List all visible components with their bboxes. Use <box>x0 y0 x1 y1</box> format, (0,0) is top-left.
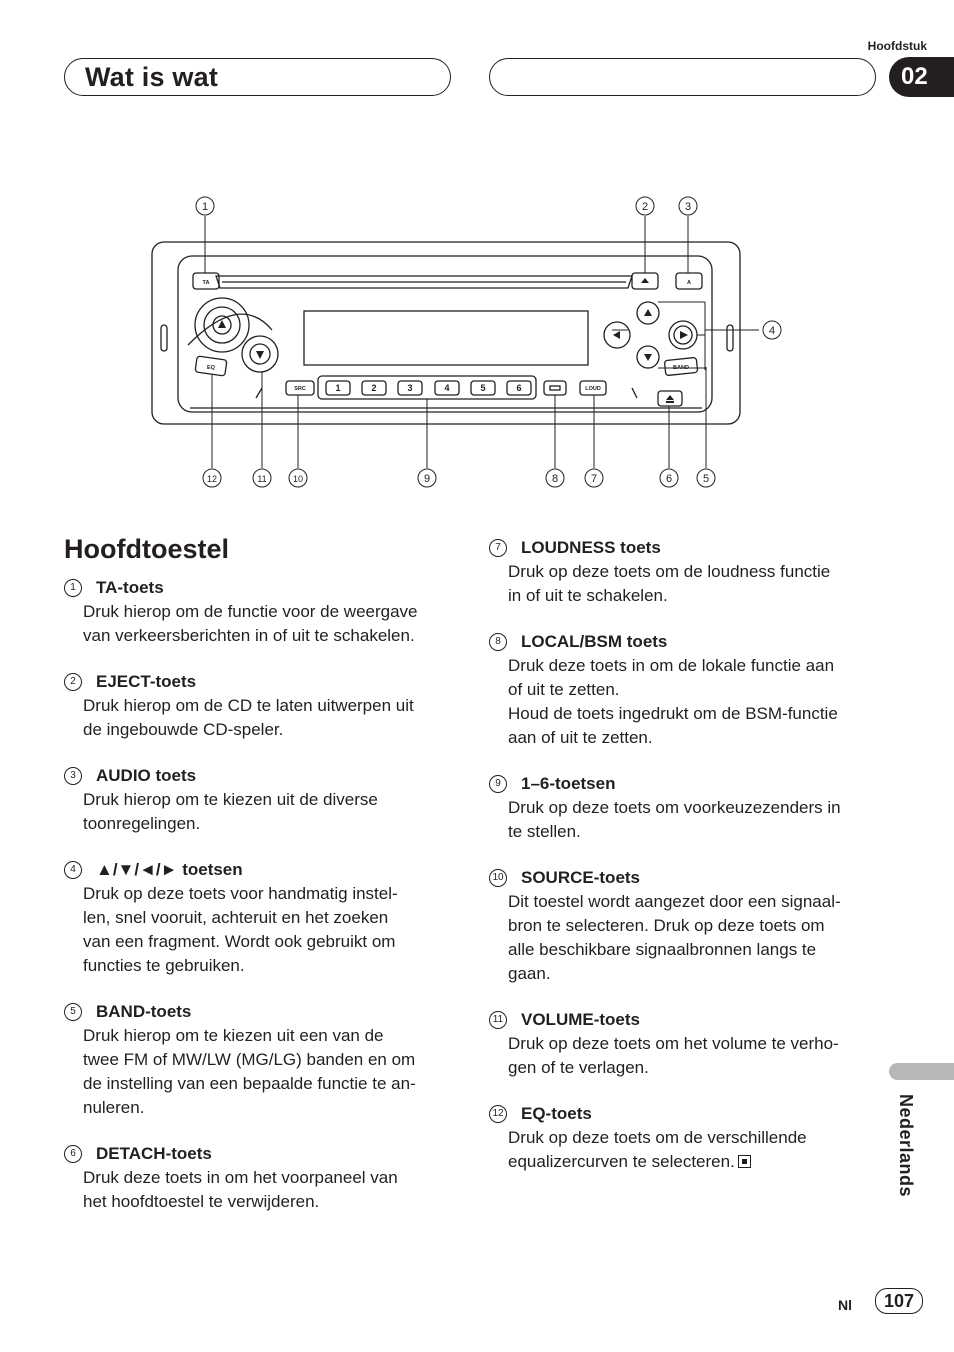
audio-label: A <box>687 280 691 286</box>
callout-12 <box>203 469 221 487</box>
item-description: Druk op deze toets om voorkeuzezenders in te stellen. <box>508 798 841 841</box>
item-title: 1–6-toetsen <box>521 774 616 793</box>
svg-text:5: 5 <box>702 473 710 485</box>
item-number: 2 <box>64 673 82 691</box>
preset-1-label: 1 <box>335 383 341 393</box>
head-unit-diagram <box>0 180 954 500</box>
svg-text:8: 8 <box>551 473 559 485</box>
item-title: VOLUME-toets <box>521 1010 640 1029</box>
items-right-column <box>489 536 881 1196</box>
item-number: 9 <box>489 775 507 793</box>
callout-5 <box>697 469 715 487</box>
item-local-bsm <box>489 630 881 750</box>
page-number: 107 <box>875 1288 923 1314</box>
page-heading: Hoofdtoestel <box>64 534 229 564</box>
item-description: Druk op deze toets om de loudness functie in of uit te schakelen. <box>508 562 831 605</box>
item-audio <box>64 764 459 836</box>
section-title: Wat is wat <box>85 62 219 92</box>
display-window <box>304 311 588 365</box>
item-description: Druk hierop om de CD te laten uitwerpen uit de ingebouwde CD-speler. <box>83 696 414 739</box>
callout-1 <box>196 197 214 215</box>
svg-text:3: 3 <box>684 201 692 213</box>
chapter-label: Hoofdstuk <box>867 39 927 53</box>
preset-6-label: 6 <box>516 383 522 393</box>
item-eq <box>489 1102 881 1174</box>
item-loudness <box>489 536 881 608</box>
item-ta <box>64 576 459 648</box>
ta-label: TA <box>202 280 210 286</box>
callout-2 <box>636 197 654 215</box>
down-arrow-icon <box>256 351 264 359</box>
callout-10 <box>289 469 307 487</box>
item-number: 5 <box>64 1003 82 1021</box>
item-number: 7 <box>489 539 507 557</box>
loud-label: LOUD <box>585 386 601 392</box>
item-title: SOURCE-toets <box>521 868 641 887</box>
callout-7 <box>585 469 603 487</box>
local-bsm-button <box>544 381 566 395</box>
svg-text:1: 1 <box>201 201 209 213</box>
end-of-section-icon <box>738 1155 751 1168</box>
item-band <box>64 1000 459 1120</box>
footer-language-code: Nl <box>838 1297 852 1313</box>
language-label: Nederlands <box>896 1094 916 1198</box>
item-number: 1 <box>64 579 82 597</box>
up-arrow-icon <box>218 320 226 328</box>
item-title: EQ-toets <box>521 1104 592 1123</box>
item-description: Druk op deze toets voor handmatig instel- len, snel vooruit, achteruit en het zoeken van een fragment. Wordt ook gebruikt om functies te gebruiken. <box>83 884 398 975</box>
callout-3 <box>679 197 697 215</box>
svg-text:11: 11 <box>257 474 267 484</box>
item-title: ▲/▼/◄/► toetsen <box>96 860 243 879</box>
item-description: Druk hierop om te kiezen uit de diverse toonregelingen. <box>83 790 378 833</box>
item-description-text: Druk op deze toets om de verschillende equalizercurven te selecteren. <box>508 1128 807 1171</box>
callout-6 <box>660 469 678 487</box>
item-description: Druk hierop om te kiezen uit een van de twee FM of MW/LW (MG/LG) banden en om de instelling van een bepaalde functie te an- nuleren. <box>83 1026 416 1117</box>
preset-group-frame <box>318 376 536 399</box>
item-number: 6 <box>64 1145 82 1163</box>
item-number: 12 <box>489 1105 507 1123</box>
item-number: 3 <box>64 767 82 785</box>
item-detach <box>64 1142 459 1214</box>
callout-8 <box>546 469 564 487</box>
svg-text:2: 2 <box>641 201 649 213</box>
src-label: SRC <box>294 386 306 392</box>
item-description: Druk deze toets in om de lokale functie aan of uit te zetten. Houd de toets ingedrukt om de BSM-functie aan of uit te zetten. <box>508 656 838 747</box>
item-title: LOUDNESS toets <box>521 538 661 557</box>
svg-text:12: 12 <box>206 474 218 484</box>
language-tab <box>889 1063 954 1080</box>
band-label: BAND <box>673 365 689 371</box>
items-left-column <box>64 576 459 1236</box>
eject-icon <box>641 278 649 283</box>
svg-text:10: 10 <box>292 474 304 484</box>
item-presets <box>489 772 881 844</box>
item-description: Druk deze toets in om het voorpaneel van het hoofdtoestel te verwijderen. <box>83 1168 398 1211</box>
svg-text:6: 6 <box>665 473 673 485</box>
svg-text:4: 4 <box>768 325 776 337</box>
preset-3-label: 3 <box>407 383 413 393</box>
item-number: 10 <box>489 869 507 887</box>
item-source <box>489 866 881 986</box>
item-title: BAND-toets <box>96 1002 192 1021</box>
callout-4 <box>763 321 781 339</box>
chapter-number-tab: 02 <box>889 57 954 97</box>
item-number: 4 <box>64 861 82 879</box>
eq-label: EQ <box>207 365 215 371</box>
item-title: LOCAL/BSM toets <box>521 632 668 651</box>
preset-5-label: 5 <box>480 383 486 393</box>
item-description: Druk hierop om de functie voor de weergave van verkeersberichten in of uit te schakelen. <box>83 602 418 645</box>
item-arrows <box>64 858 459 978</box>
header-blank-frame <box>489 58 876 96</box>
item-description: Dit toestel wordt aangezet door een signaal- bron te selecteren. Druk op deze toets om alle beschikbare signaalbronnen langs te gaan. <box>508 892 841 983</box>
item-volume <box>489 1008 881 1080</box>
preset-2-label: 2 <box>371 383 377 393</box>
preset-4-label: 4 <box>444 383 450 393</box>
item-description <box>489 1126 881 1174</box>
svg-text:7: 7 <box>590 473 598 485</box>
svg-text:9: 9 <box>423 473 431 485</box>
item-title: DETACH-toets <box>96 1144 212 1163</box>
callout-9 <box>418 469 436 487</box>
item-title: TA-toets <box>96 578 164 597</box>
chassis-outline <box>152 242 740 424</box>
item-number: 11 <box>489 1011 507 1029</box>
item-title: EJECT-toets <box>96 672 197 691</box>
callout-11 <box>253 469 271 487</box>
item-eject <box>64 670 459 742</box>
item-number: 8 <box>489 633 507 651</box>
item-description: Druk op deze toets om het volume te verho- gen of te verlagen. <box>508 1034 839 1077</box>
item-title: AUDIO toets <box>96 766 197 785</box>
